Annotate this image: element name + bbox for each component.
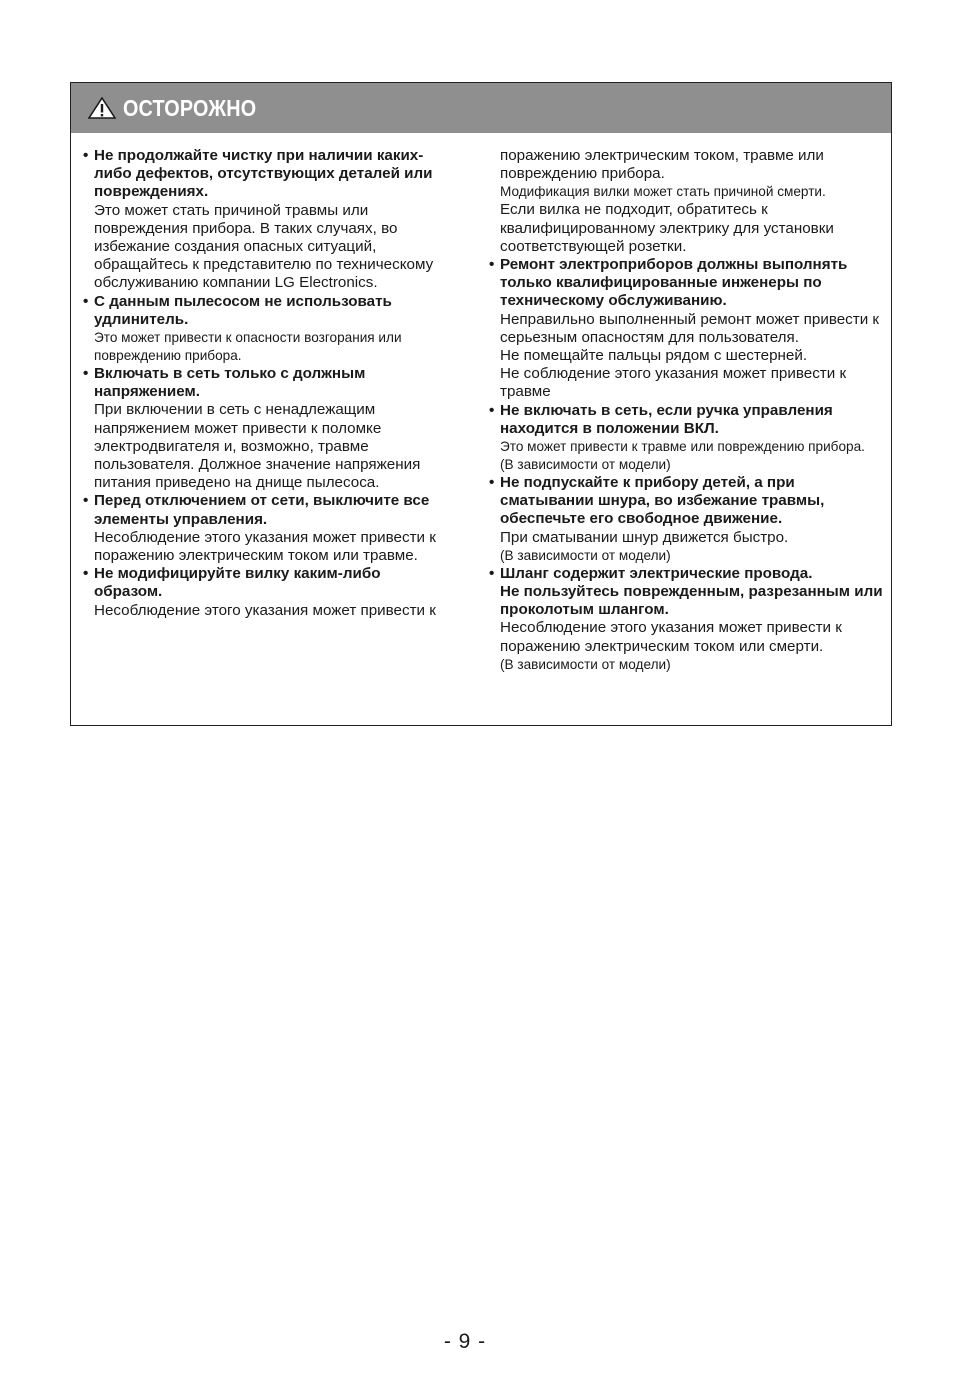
warning-item-title: • С данным пылесосом не использовать удлинитель.: [83, 293, 451, 329]
left-column: [83, 147, 451, 620]
warning-item: [83, 365, 451, 492]
warning-box: [70, 82, 892, 726]
warning-item-title: • Включать в сеть только с должным напряжением.: [83, 365, 451, 401]
warning-item: [83, 565, 451, 620]
continuation-text: Модификация вилки может стать причиной смерти.: [500, 184, 826, 200]
warning-item: [489, 565, 885, 674]
warning-item-title: • Ремонт электроприборов должны выполнять только квалифицированные инженеры по техническому обслуживанию.: [489, 256, 885, 311]
warning-item: [83, 293, 451, 365]
warning-item: [83, 492, 451, 565]
warning-item-text: Не соблюдение этого указания может привести к травме: [500, 365, 847, 401]
warning-item-title: • Не продолжайте чистку при наличии каких-либо дефектов, отсутствующих деталей или повреждениях.: [83, 147, 451, 202]
warning-item-text: Это может стать причиной травмы или повреждения прибора. В таких случаях, во избежание создания опасных ситуаций, обращайтесь к представителю по техническому обслуживанию компании LG Electronics.: [94, 201, 434, 292]
model-note: (В зависимости от модели): [500, 656, 671, 672]
warning-item-title: • Шланг содержит электрические провода.: [489, 565, 885, 583]
warning-item-text: При включении в сеть с ненадлежащим напряжением может привести к поломке электродвигателя и, возможно, травме пользователя. Должное значение напряжения питания приведено на днище пылесоса.: [94, 401, 421, 492]
warning-header: [71, 83, 891, 133]
warning-item-title: • Не включать в сеть, если ручка управления находится в положении ВКЛ.: [489, 402, 885, 438]
warning-item-text: Это может привести к опасности возгорания или повреждению прибора.: [94, 330, 402, 364]
page-number: - 9 -: [443, 1330, 487, 1353]
warning-item-subtitle: Не пользуйтесь поврежденным, разрезанным или проколотым шлангом.: [500, 583, 883, 619]
warning-item-text: Неправильно выполненный ремонт может привести к серьезным опасностям для пользователя.: [500, 310, 880, 346]
model-note: (В зависимости от модели): [500, 547, 671, 563]
warning-item-text: Не помещайте пальцы рядом с шестерней.: [500, 347, 808, 365]
warning-item-text: Несоблюдение этого указания может привести к поражению электрическим током или смерти.: [500, 619, 842, 655]
warning-item-text: При сматывании шнур движется быстро.: [500, 528, 789, 546]
model-note: (В зависимости от модели): [500, 457, 671, 473]
warning-item-text: Это может привести к травме или повреждению прибора.: [500, 439, 865, 455]
warning-triangle-icon: [88, 97, 116, 119]
right-column: [489, 147, 885, 674]
warning-item-title: • Не подпускайте к прибору детей, а при сматывании шнура, во избежание травмы, обеспечьте его свободное движение.: [489, 474, 885, 529]
warning-item-title: • Не модифицируйте вилку каким-либо образом.: [83, 565, 451, 601]
warning-item: [489, 402, 885, 474]
warning-item-text: Несоблюдение этого указания может привести к поражению электрическим током или травме.: [94, 528, 436, 565]
warning-item: [489, 474, 885, 565]
warning-title: ОСТОРОЖНО: [123, 94, 257, 121]
warning-item: [83, 147, 451, 293]
continuation-text: Если вилка не подходит, обратитесь к квалифицированному электрику для установки соответствующей розетки.: [500, 201, 834, 255]
warning-item-text: Несоблюдение этого указания может привести к: [94, 601, 436, 619]
warning-item: [489, 256, 885, 402]
warning-item-title: • Перед отключением от сети, выключите все элементы управления.: [83, 492, 451, 528]
continuation-text: поражению электрическим током, травме или повреждению прибора.: [500, 147, 824, 183]
